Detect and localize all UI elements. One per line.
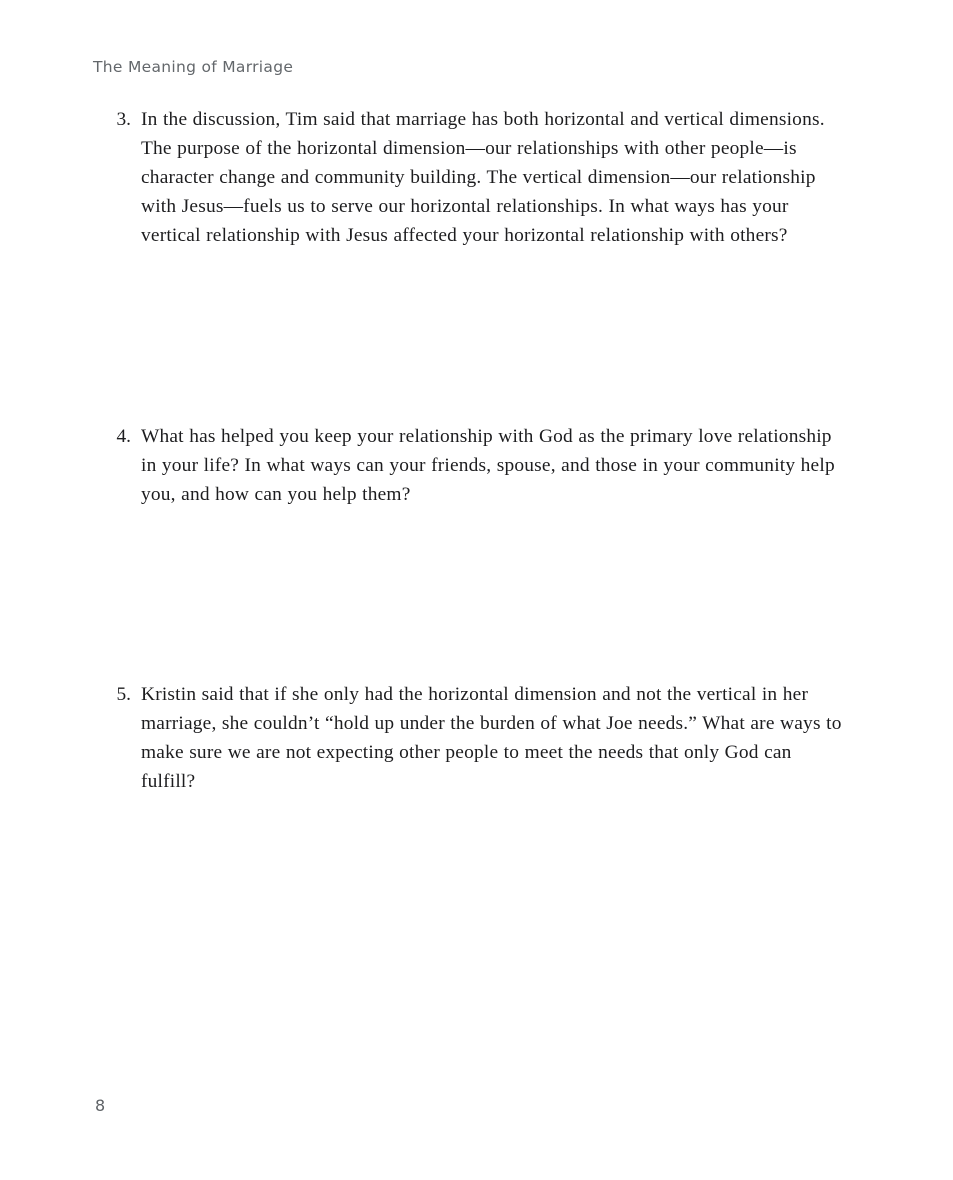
question-list (0, 105, 953, 796)
list-item-text: What has helped you keep your relationship with God as the primary love relationship in your life? In what ways can your friends, spouse, and those in your community help you, and how can you help them? (141, 426, 835, 505)
list-item-number: 4. (116, 426, 131, 447)
list-item (0, 680, 953, 796)
list-item-text: Kristin said that if she only had the horizontal dimension and not the vertical in her marriage, she couldn’t “hold up under the burden of what Joe needs.” What are ways to make sure we are not expecting other people to meet the needs that only God can fulfill? (141, 684, 842, 792)
page-number: 8 (95, 1096, 106, 1115)
answer-space (0, 250, 953, 422)
running-head: The Meaning of Marriage (93, 58, 294, 76)
answer-space (0, 509, 953, 680)
list-item (0, 105, 953, 250)
list-item-number: 5. (116, 684, 131, 705)
list-item-number: 3. (116, 109, 131, 130)
list-item (0, 422, 953, 509)
list-item-text: In the discussion, Tim said that marriage has both horizontal and vertical dimensions. The purpose of the horizontal dimension—our relationships with other people—is character change and community building. The vertical dimension—our relationship with Jesus—fuels us to serve our horizontal relationships. In what ways has your vertical relationship with Jesus affected your horizontal relationship with others? (141, 109, 825, 246)
